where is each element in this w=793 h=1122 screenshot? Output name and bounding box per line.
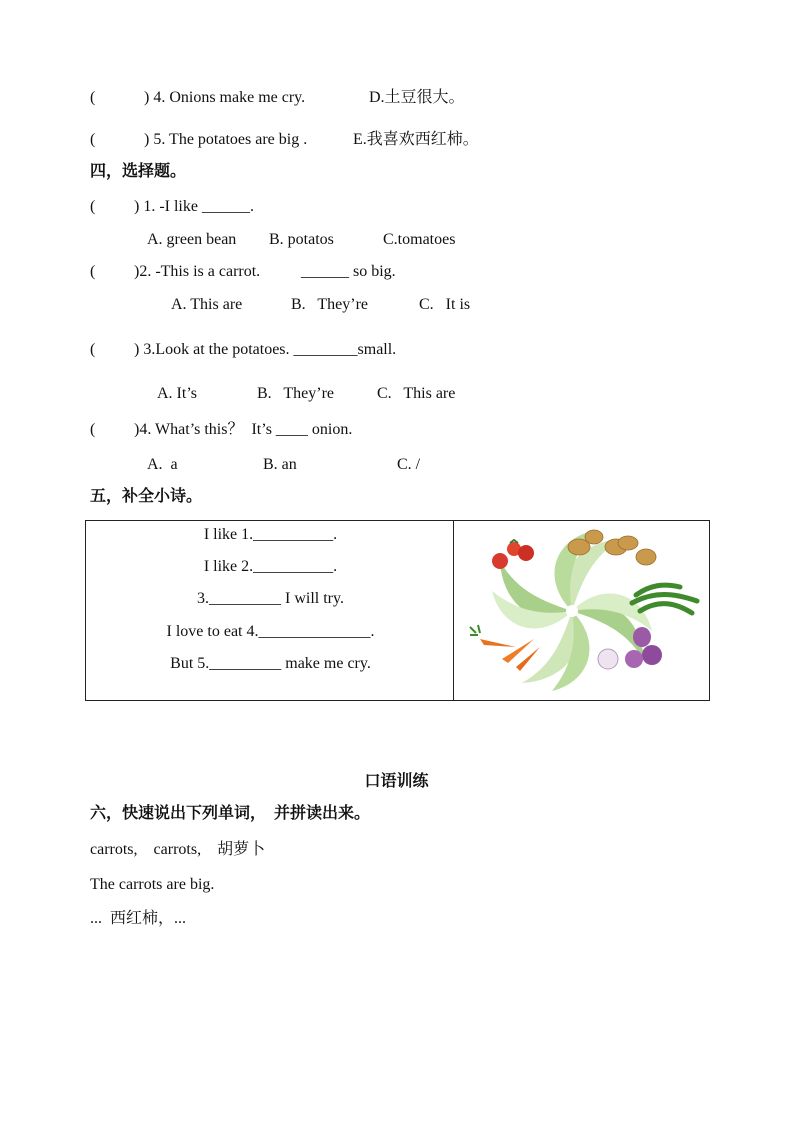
option-c: C. / — [397, 456, 421, 473]
question-blank: ______ so big. — [301, 263, 396, 280]
matching-answer: E.我喜欢西红柿。 — [353, 131, 479, 148]
option-a: A. This are — [171, 296, 243, 313]
option-b: B. potatos — [269, 231, 334, 248]
paren-open: ( — [90, 421, 96, 438]
oral-training-title: 口语训练 — [364, 773, 429, 790]
option-a: A. It’s — [157, 385, 197, 402]
tomato-icon — [492, 540, 534, 569]
poem-line-4: I love to eat 4.______________. — [166, 623, 375, 640]
paren-open: ( — [90, 341, 96, 358]
poem-line-3: 3._________ I will try. — [197, 590, 344, 607]
oral-line-3: ... 西红柿，... — [90, 910, 187, 927]
poem-table — [85, 520, 710, 701]
paren-open: ( — [90, 89, 96, 106]
paren-open: ( — [90, 198, 96, 215]
question-stem: ) 1. -I like ______. — [134, 198, 254, 215]
question-stem: ) 3.Look at the potatoes. ________small. — [134, 341, 397, 358]
carrot-icon — [470, 625, 540, 671]
option-c: C.tomatoes — [383, 231, 456, 248]
vegetable-wheel-image — [454, 521, 709, 700]
oral-line-2: The carrots are big. — [90, 876, 215, 893]
option-c: C. This are — [377, 385, 456, 402]
option-a: A. green bean — [147, 231, 237, 248]
paren-open: ( — [90, 131, 96, 148]
matching-text: ) 5. The potatoes are big . — [144, 131, 308, 148]
option-c: C. It is — [419, 296, 471, 313]
option-b: B. They’re — [257, 385, 335, 402]
section-5-heading: 五，补全小诗。 — [90, 488, 203, 505]
poem-cell — [86, 521, 454, 701]
oral-line-1: carrots, carrots, 胡萝卜 — [90, 841, 266, 858]
poem-line-5: But 5._________ make me cry. — [170, 655, 371, 672]
section-4-heading: 四，选择题。 — [90, 163, 187, 180]
green-bean-icon — [632, 585, 697, 613]
question-stem: )4. What’s this？ It’s ____ onion. — [134, 421, 353, 438]
question-stem: )2. -This is a carrot. — [134, 263, 261, 280]
vegetable-picture-cell — [454, 521, 710, 701]
option-b: B. They’re — [291, 296, 369, 313]
paren-open: ( — [90, 263, 96, 280]
option-a: A. a — [147, 456, 178, 473]
option-b: B. an — [263, 456, 297, 473]
poem-line-1: I like 1.__________. — [203, 526, 338, 543]
matching-answer: D.土豆很大。 — [369, 89, 465, 106]
matching-text: ) 4. Onions make me cry. — [144, 89, 306, 106]
section-6-heading: 六，快速说出下列单词， 并拼读出来。 — [90, 805, 371, 822]
poem-line-2: I like 2.__________. — [203, 558, 338, 575]
